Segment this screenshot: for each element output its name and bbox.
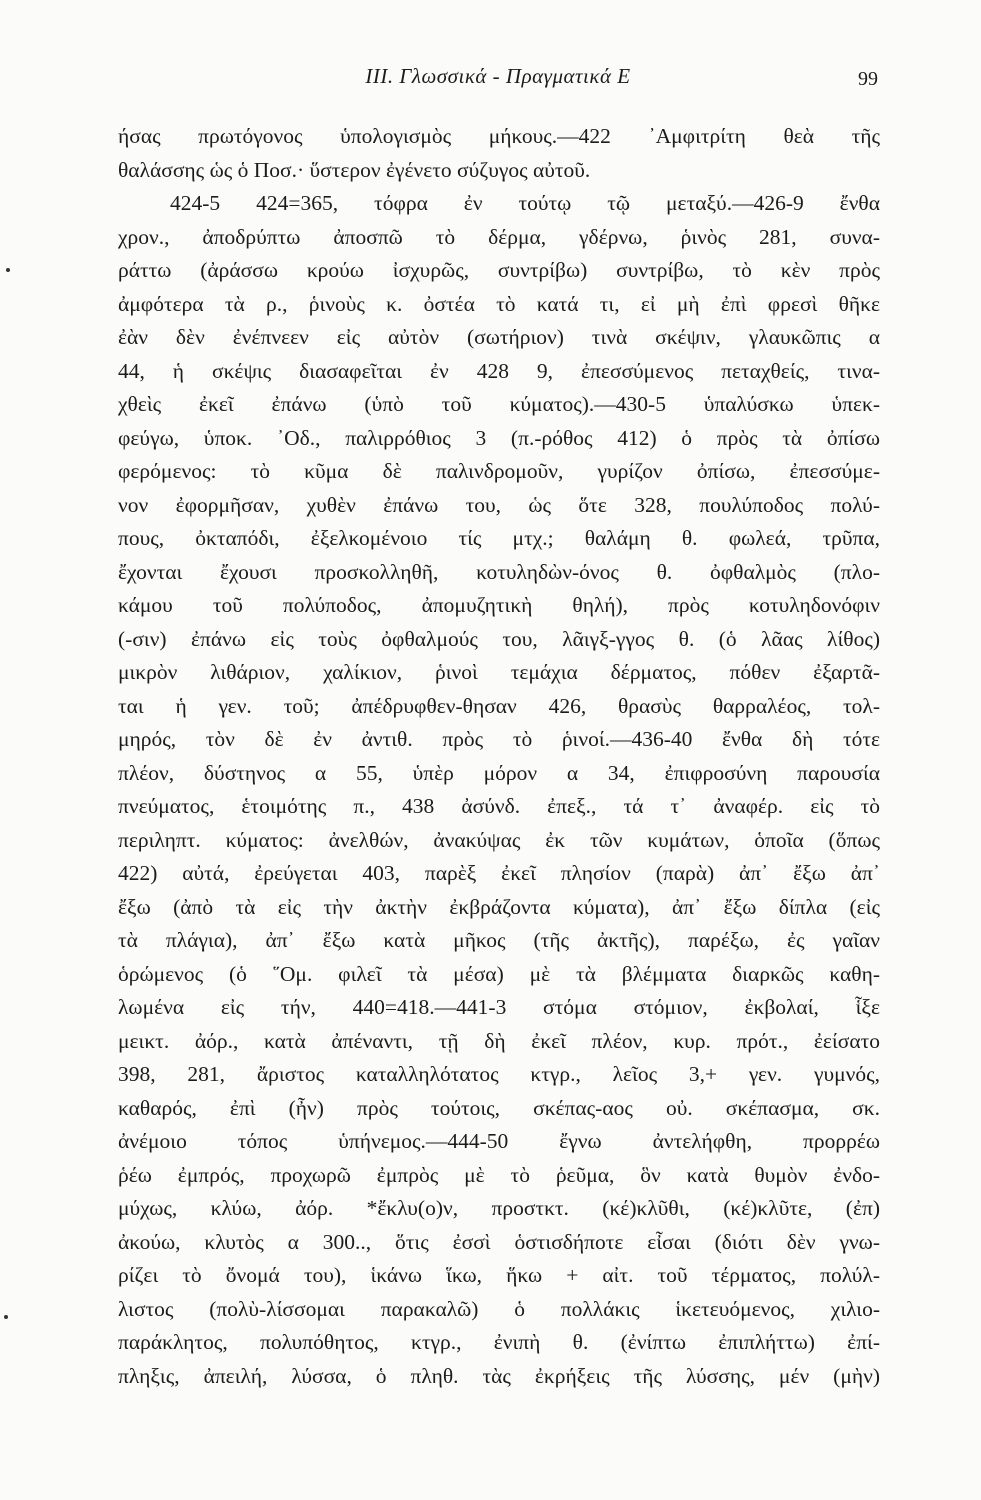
text-line: φερόμενος: τὸ κῦμα δὲ παλινδρομοῦν, γυρίζον ὀπίσω, ἐπεσσύμε- — [118, 459, 880, 483]
text-line: 422) αὐτά, ἐρεύγεται 403, παρὲξ ἐκεῖ πλησίον (παρὰ) ἀπ᾿ ἔξω ἀπ᾿ — [118, 861, 880, 885]
text-line: 398, 281, ἄριστος καταλληλότατος κτγρ., λεῖος 3,+ γεν. γυμνός, — [118, 1062, 880, 1086]
margin-mark — [4, 1315, 8, 1319]
text-line: παράκλητος, πολυπόθητος, κτγρ., ἐνιπὴ θ. (ἐνίπτω ἐπιπλήττω) ἐπί- — [118, 1330, 880, 1354]
margin-mark — [6, 268, 10, 272]
text-line: 424-5 424=365, τόφρα ἐν τούτῳ τῷ μεταξύ.—426-9 ἔνθα — [170, 191, 880, 215]
text-line: 44, ἡ σκέψις διασαφεῖται ἐν 428 9, ἐπεσσύμενος πεταχθείς, τινα- — [118, 358, 880, 383]
text-line: μεικτ. ἀόρ., κατὰ ἀπέναντι, τῇ δὴ ἐκεῖ πλέον, κυρ. πρότ., ἐείσατο — [118, 1028, 880, 1053]
text-line: ἀκούω, κλυτὸς α 300.., ὅτις ἐσσὶ ὁστισδήποτε εἶσαι (διότι δὲν γνω- — [118, 1229, 880, 1254]
text-line: ἔχονται ἔχουσι προσκολληθῆ, κοτυληδὼν-όνος θ. ὀφθαλμὸς (πλο- — [118, 559, 880, 584]
text-line: μικρὸν λιθάριον, χαλίκιον, ῥινοὶ τεμάχια δέρματος, πόθεν ἐξαρτᾶ- — [118, 660, 880, 684]
running-head — [118, 64, 878, 94]
text-line: λωμένα εἰς τήν, 440=418.—441-3 στόμα στόμιον, ἐκβολαί, ἷξε — [118, 995, 880, 1019]
text-line: μηρός, τὸν δὲ ἐν ἀντιθ. πρὸς τὸ ῥινοί.—436-40 ἔνθα δὴ τότε — [118, 727, 880, 751]
text-line: τὰ πλάγια), ἀπ᾿ ἔξω κατὰ μῆκος (τῆς ἀκτῆς), παρέξω, ἐς γαῖαν — [118, 928, 880, 952]
text-line: θαλάσσης ὡς ὁ Ποσ.· ὕστερον ἐγένετο σύζυγος αὐτοῦ. — [118, 157, 591, 182]
text-line: κάμου τοῦ πολύποδος, ἀπομυζητικὴ θηλή), πρὸς κοτυληδονόφιν — [118, 593, 880, 617]
text-line: φεύγω, ὑποκ. ᾿Οδ., παλιρρόθιος 3 (π.-ρόθος 412) ὁ πρὸς τὰ ὀπίσω — [118, 425, 880, 450]
text-line: ἐὰν δὲν ἐνέπνεεν εἰς αὐτὸν (σωτήριον) τινὰ σκέψιν, γλαυκῶπις α — [118, 325, 880, 349]
text-line: ἀμφότερα τὰ ρ., ῥινοὺς κ. ὀστέα τὸ κατά τι, εἰ μὴ ἐπὶ φρεσὶ θῆκε — [118, 291, 880, 316]
text-line: ὁρώμενος (ὁ ῞Ομ. φιλεῖ τὰ μέσα) μὲ τὰ βλέμματα διαρκῶς καθη- — [118, 961, 880, 986]
text-line: νον ἐφορμῆσαν, χυθὲν ἐπάνω του, ὡς ὅτε 328, πουλύποδος πολύ- — [118, 492, 880, 517]
text-line: ἔξω (ἀπὸ τὰ εἰς τὴν ἀκτὴν ἐκβράζοντα κύματα), ἀπ᾿ ἔξω δίπλα (εἰς — [118, 894, 880, 919]
text-line: ράττω (ἀράσσω κρούω ἰσχυρῶς, συντρίβω) συντρίβω, τὸ κὲν πρὸς — [118, 258, 880, 282]
text-line: ήσας πρωτόγονος ὑπολογισμὸς μήκους.—422 ᾿Αμφιτρίτη θεὰ τῆς — [118, 124, 880, 148]
text-line: λιστος (πολὺ-λίσσομαι παρακαλῶ) ὁ πολλάκις ἱκετευόμενος, χιλιο- — [118, 1296, 880, 1321]
text-line: ται ἡ γεν. τοῦ; ἀπέδρυφθεν-θησαν 426, θρασὺς θαρραλέος, τολ- — [118, 693, 880, 718]
text-line: καθαρός, ἐπὶ (ἦν) πρὸς τούτοις, σκέπας-αος οὐ. σκέπασμα, σκ. — [118, 1095, 880, 1120]
text-line: (-σιν) ἐπάνω εἰς τοὺς ὀφθαλμούς του, λᾶιγξ-γγος θ. (ὁ λᾶας λίθος) — [118, 626, 880, 651]
text-line: μύχως, κλύω, ἀόρ. *ἔκλυ(ο)ν, προστκτ. (κέ)κλῦθι, (κέ)κλῦτε, (ἐπ) — [118, 1196, 880, 1220]
text-line: ῥέω ἐμπρός, προχωρῶ ἐμπρὸς μὲ τὸ ῥεῦμα, ὃν κατὰ θυμὸν ἐνδο- — [118, 1162, 880, 1187]
text-line: περιληπτ. κύματος: ἀνελθών, ἀνακύψας ἐκ τῶν κυμάτων, ὁποῖα (ὅπως — [118, 827, 880, 852]
text-line: πληξις, ἀπειλή, λύσσα, ὁ πληθ. τὰς ἐκρήξεις τῆς λύσσης, μέν (μὴν) — [118, 1363, 880, 1388]
text-line: χρον., ἀποδρύπτω ἀποσπῶ τὸ δέρμα, γδέρνω, ῥινὸς 281, συνα- — [118, 224, 880, 249]
text-line: πνεύματος, ἑτοιμότης π., 438 ἀσύνδ. ἐπεξ., τά τ᾿ ἀναφέρ. εἰς τὸ — [118, 794, 880, 818]
commentary-text — [118, 120, 880, 1393]
running-head-title: III. Γλωσσικά - Πραγματικά Ε — [365, 64, 631, 88]
text-line: ἀνέμοιο τόπος ὑπήνεμος.—444-50 ἔγνω ἀντελήφθη, προρρέω — [118, 1129, 880, 1153]
text-line: ρίζει τὸ ὄνομά του), ἱκάνω ἵκω, ἥκω + αἰτ. τοῦ τέρματος, πολύλ- — [118, 1263, 880, 1287]
text-line: πλέον, δύστηνος α 55, ὑπὲρ μόρον α 34, ἐπιφροσύνη παρουσία — [118, 760, 880, 785]
page-number: 99 — [858, 68, 878, 90]
text-line: χθεὶς ἐκεῖ ἐπάνω (ὑπὸ τοῦ κύματος).—430-5 ὑπαλύσκω ὑπεκ- — [118, 392, 880, 416]
text-line: πους, ὀκταπόδι, ἐξελκομένοιο τίς μτχ.; θαλάμη θ. φωλεά, τρῦπα, — [118, 526, 880, 550]
